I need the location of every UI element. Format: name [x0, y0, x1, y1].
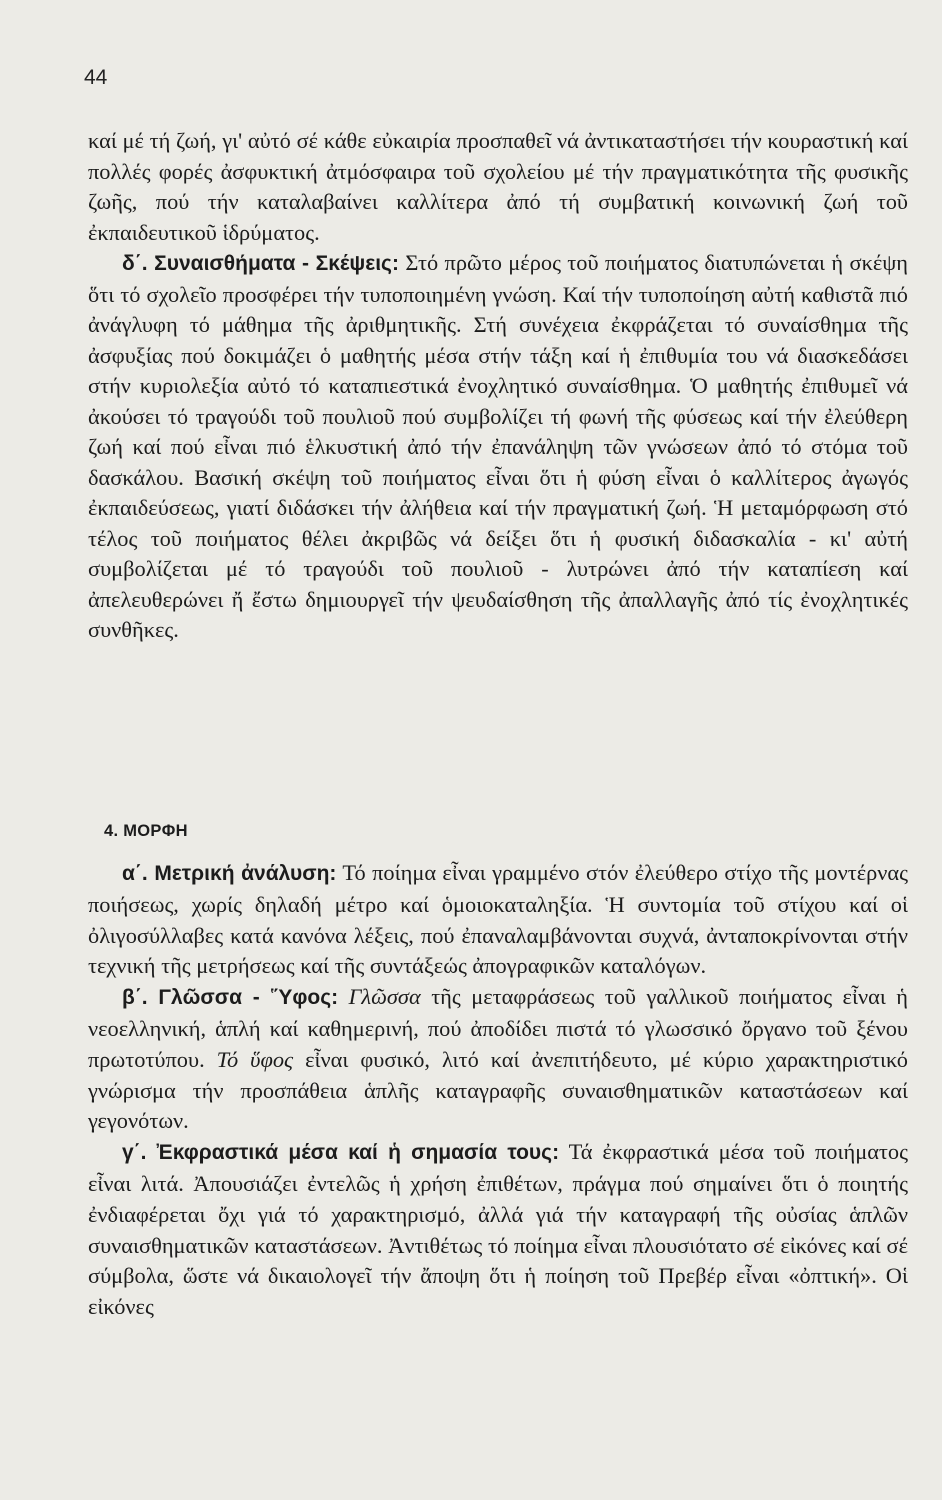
section-heading-form: 4. ΜΟΡΦΗ [104, 822, 188, 840]
paragraph-text-expressive-means: Τά ἐκφραστικά μέσα τοῦ ποιήματος εἶναι λιτά. Ἀπουσιάζει ἐντελῶς ἡ χρήση ἐπιθέτων, πράγμα πού σημαίνει ὅτι ὁ ποιητής ἐνδιαφέρεται ὄχι γιά τό χαρακτηρισμό, ἀλλά γιά τήν καταγραφή τῆς οὐσίας ἁπλῶν συναισθηματικῶν καταστάσεων. Ἀντιθέτως τό ποίημα εἶναι πλουσιότατο σέ εἰκόνες καί σέ σύμβολα, ὥστε νά δικαιολογεῖ τήν ἄποψη ὅτι ἡ ποίηση τοῦ Πρεβέρ εἶναι «ὀπτική». Οἱ εἰκόνες [88, 1139, 908, 1320]
paragraph-text-feelings-thoughts: Στό πρῶτο μέρος τοῦ ποιήματος διατυπώνεται ἡ σκέψη ὅτι τό σχολεῖο προσφέρει τήν τυποποιημένη γνώση. Καί τήν τυποποίηση αὐτή καθιστᾶ πιό ἀνάγλυφη τό μάθημα τῆς ἀριθμητικῆς. Στή συνέχεια ἐκφράζεται τό συναίσθημα τῆς ἀσφυξίας πού δοκιμάζει ὁ μαθητής μέσα στήν τάξη καί ἡ ἐπιθυμία του νά διασκεδάσει στήν κυριολεξία αὐτό τό καταπιεστικά ἐνοχλητικό συναίσθημα. Ὁ μαθητής ἐπιθυμεῖ νά ἀκούσει τό τραγούδι τοῦ πουλιοῦ πού συμβολίζει τή φωνή τῆς φύσεως καί τήν ἐλεύθερη ζωή καί πού εἶναι πιό ἑλκυστική ἀπό τήν ἐπανάληψη τῶν γνώσεων ἀπό τό στόμα τοῦ δασκάλου. Βασική σκέψη τοῦ ποιήματος εἶναι ὅτι ἡ φύση εἶναι ὁ καλλίτερος ἀγωγός ἐκπαιδεύσεως, γιατί διδάσκει τήν ἀλήθεια καί τήν πραγματική ζωή. Ἡ μεταμόρφωση στό τέλος τοῦ ποιήματος θέλει ἀκριβῶς νά δείξει ὅτι ἡ φυσική διδασκαλία - κι' αὐτή συμβολίζεται μέ τό τραγούδι τοῦ πουλιοῦ - λυτρώνει ἀπό τήν καταπίεση καί ἀπελευθερώνει ἤ ἔστω δημιουργεῖ τήν ψευδαίσθηση τῆς ἀπαλλαγῆς ἀπό τίς ἐνοχλητικές συνθῆκες. [88, 250, 908, 642]
paragraph-metrical-analysis [88, 858, 908, 982]
paragraph-text-style: εἶναι φυσικό, λιτό καί ἀνεπιτήδευτο, μέ κύριο χαρακτηριστικό γνώρισμα τήν προσπάθεια ἁπλῆς καταγραφῆς συναισθηματικῶν καταστάσεων καί γεγονότων. [88, 1046, 908, 1134]
upper-text-block [88, 126, 908, 646]
paragraph-language-style [88, 982, 908, 1137]
paragraph-label-feelings-thoughts: δ΄. Συναισθήματα - Σκέψεις: [122, 252, 399, 275]
paragraph-label-expressive-means: γ΄. Ἐκφραστικά μέσα καί ἡ σημασία τους: [122, 1141, 560, 1165]
paragraph-label-metrical-analysis: α΄. Μετρική ἀνάλυση: [122, 862, 337, 885]
term-style: Τό ὕφος [216, 1046, 294, 1072]
paragraph-feelings-thoughts [88, 248, 908, 646]
paragraph-text-language: τῆς μεταφράσεως τοῦ γαλλικοῦ ποιήματος εἶναι ἡ νεοελληνική, ἁπλή καί καθημερινή, πού ἀποδίδει πιστά τό γλωσσικό ὄργανο τοῦ ξένου πρωτοτύπου. [88, 984, 909, 1072]
paragraph-continuation: καί μέ τή ζωή, γι' αὐτό σέ κάθε εὐκαιρία προσπαθεῖ νά ἀντικαταστήσει τήν κουραστική καί πολλές φορές ἀσφυκτική ἀτμόσφαιρα τοῦ σχολείου μέ τήν πραγματικότητα τῆς φυσικῆς ζωῆς, πού τήν καταλαβαίνει καλλίτερα ἀπό τή συμβατική κοινωνική ζωή τοῦ ἐκπαιδευτικοῦ ἱδρύματος. [88, 128, 908, 245]
paragraph-expressive-means [88, 1137, 908, 1323]
term-language: Γλῶσσα [348, 984, 421, 1010]
paragraph-label-language-style: β΄. Γλῶσσα - Ὕφος: [122, 986, 339, 1010]
lower-text-block [88, 858, 908, 1323]
page-number: 44 [84, 66, 108, 89]
paragraph-text-metrical-analysis: Τό ποίημα εἶναι γραμμένο στόν ἐλεύθερο στίχο τῆς μοντέρνας ποιήσεως, χωρίς δηλαδή μέτρο καί ὁμοιοκαταληξία. Ἡ συντομία τοῦ στίχου καί οἱ ὀλιγοσύλλαβες κατά κανόνα λέξεις, πού ἐπαναλαμβάνονται συχνά, ἀνταποκρίνονται στήν τεχνική τῆς μετρήσεως καί τῆς συντάξεώς ἀπογραφικῶν καταλόγων. [88, 860, 909, 979]
